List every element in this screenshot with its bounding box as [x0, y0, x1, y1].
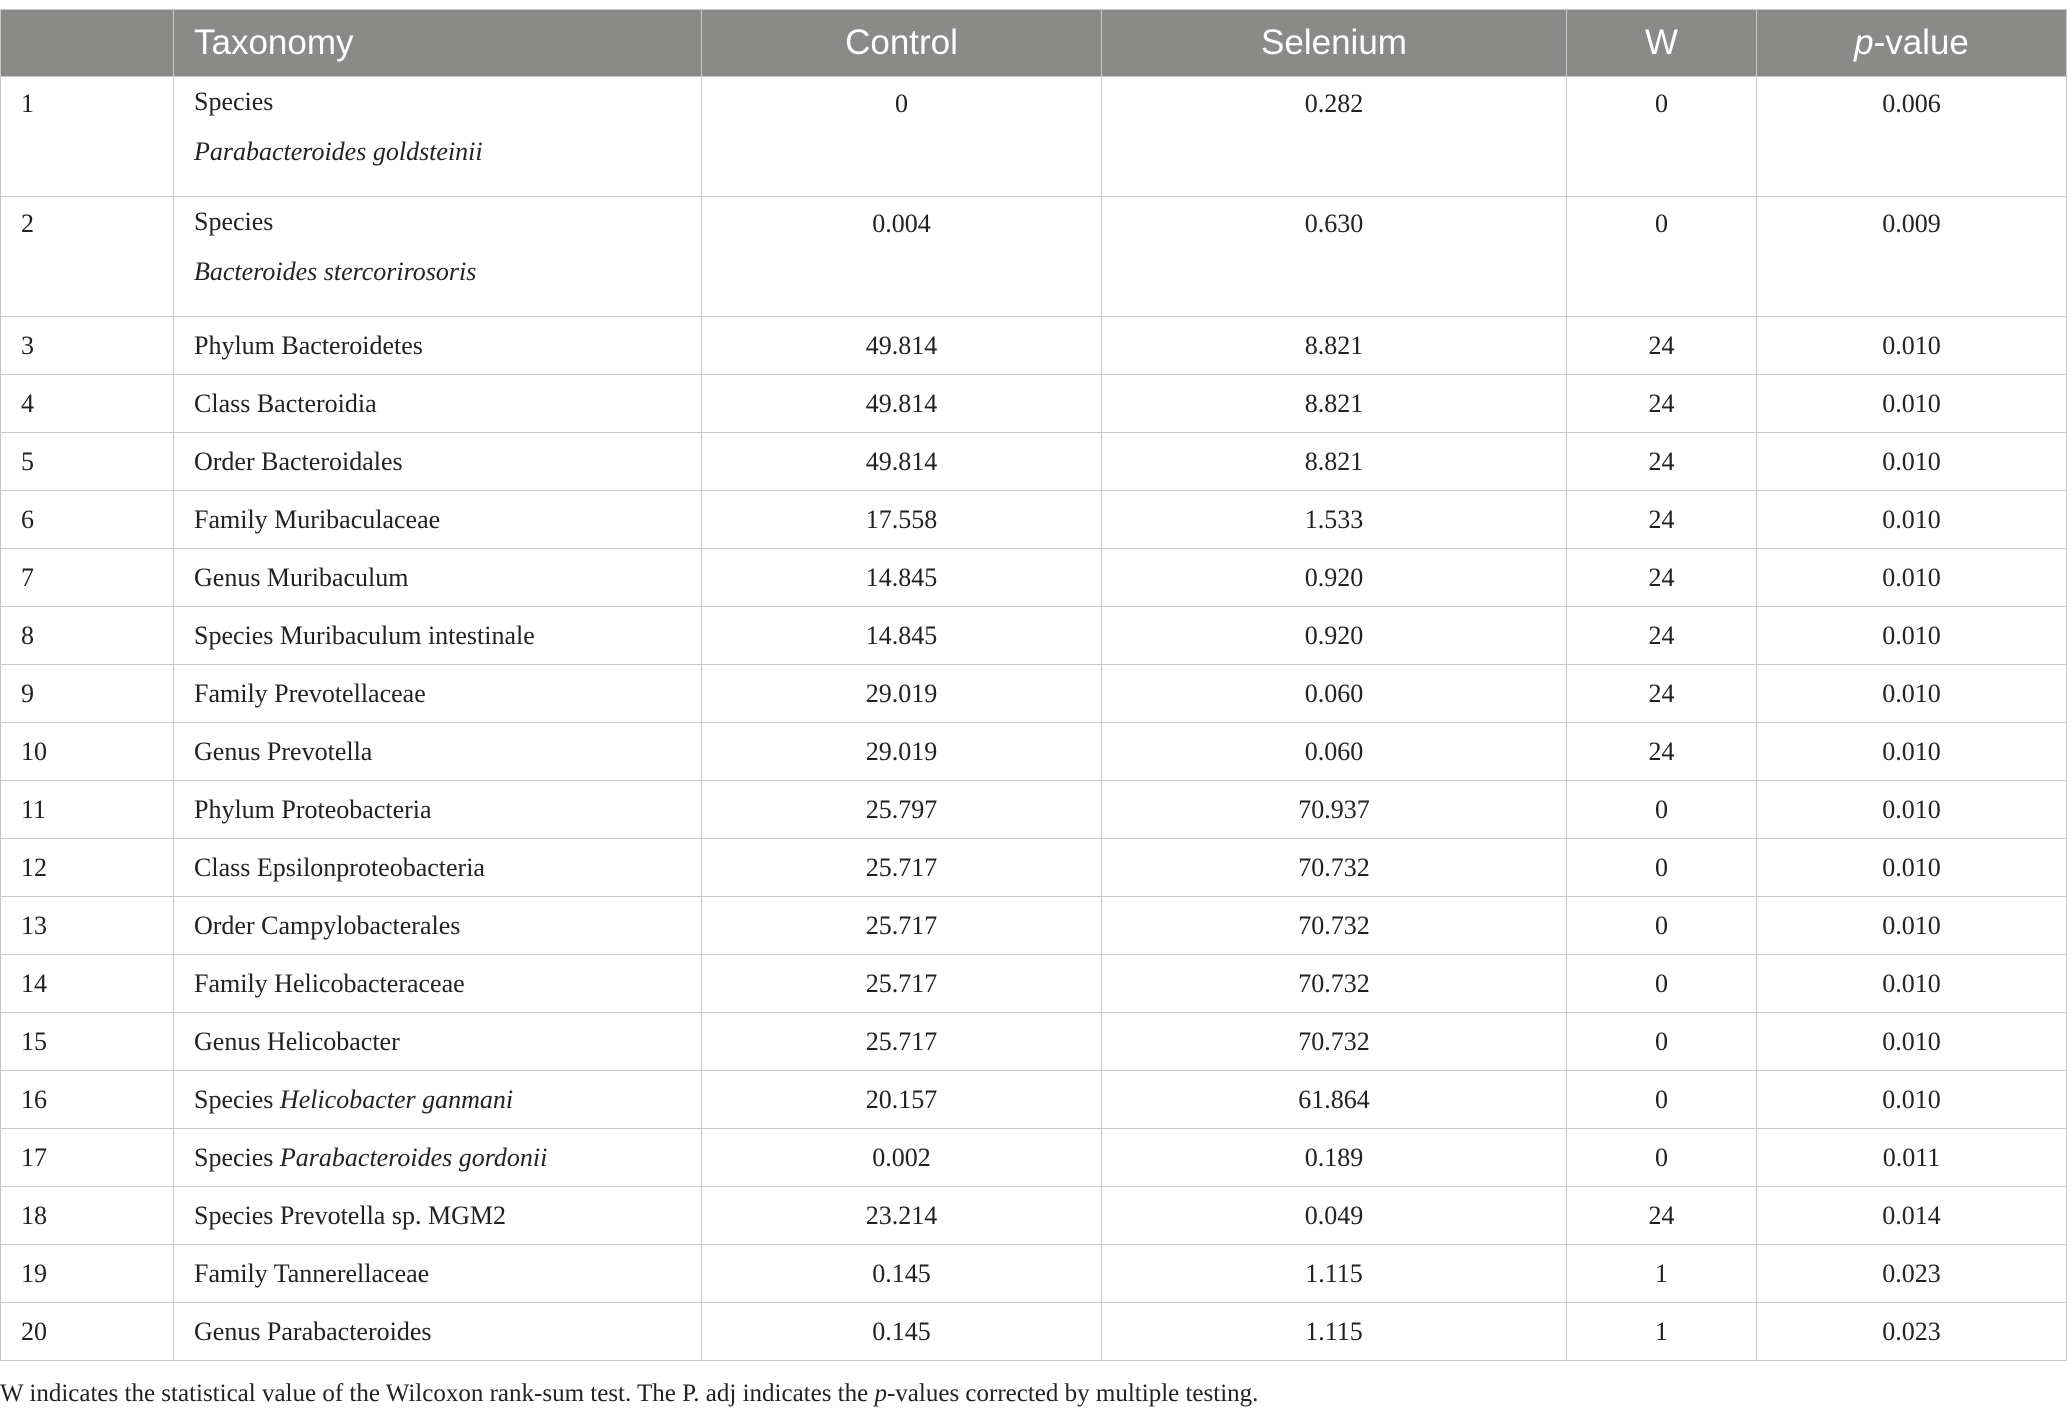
taxonomy-rank: Species — [194, 1142, 274, 1172]
row-w: 0 — [1567, 1013, 1757, 1071]
row-index: 7 — [1, 549, 174, 607]
row-index: 9 — [1, 665, 174, 723]
taxonomy-name: Helicobacter ganmani — [279, 1084, 514, 1114]
taxonomy-name: Parabacteroides gordonii — [279, 1142, 548, 1172]
row-w: 24 — [1567, 1187, 1757, 1245]
header-selenium: Selenium — [1102, 10, 1567, 77]
row-control: 25.797 — [702, 781, 1102, 839]
row-taxonomy: Class Epsilonproteobacteria — [174, 839, 702, 897]
table-row — [1, 1245, 2067, 1303]
row-index: 5 — [1, 433, 174, 491]
row-p-value: 0.023 — [1757, 1245, 2067, 1303]
row-w: 1 — [1567, 1303, 1757, 1361]
row-p-value: 0.023 — [1757, 1303, 2067, 1361]
row-index: 20 — [1, 1303, 174, 1361]
footnote-text-2: -values corrected by multiple testing. — [886, 1380, 1259, 1407]
row-taxonomy: Class Bacteroidia — [174, 375, 702, 433]
table-row — [1, 1187, 2067, 1245]
row-w: 24 — [1567, 665, 1757, 723]
row-index: 10 — [1, 723, 174, 781]
row-index: 17 — [1, 1129, 174, 1187]
table-row — [1, 839, 2067, 897]
row-taxonomy: Order Campylobacterales — [174, 897, 702, 955]
row-w: 0 — [1567, 197, 1757, 317]
footnote-text-1: W indicates the statistical value of the Wilcoxon rank-sum test. The P. adj indicates the — [0, 1380, 875, 1407]
header-p-italic: p — [1854, 23, 1874, 62]
row-taxonomy — [174, 1071, 702, 1129]
row-selenium: 8.821 — [1102, 317, 1567, 375]
header-w: W — [1567, 10, 1757, 77]
table-row — [1, 491, 2067, 549]
row-control: 0.145 — [702, 1303, 1102, 1361]
taxonomy-table — [0, 9, 2067, 1361]
row-taxonomy: Family Helicobacteraceae — [174, 955, 702, 1013]
row-taxonomy — [174, 77, 702, 197]
row-w: 24 — [1567, 433, 1757, 491]
row-index: 15 — [1, 1013, 174, 1071]
row-w: 1 — [1567, 1245, 1757, 1303]
row-taxonomy: Order Bacteroidales — [174, 433, 702, 491]
row-control: 25.717 — [702, 839, 1102, 897]
row-taxonomy — [174, 1129, 702, 1187]
table-row — [1, 897, 2067, 955]
table-body — [1, 77, 2067, 1361]
row-selenium: 0.630 — [1102, 197, 1567, 317]
row-selenium: 0.920 — [1102, 607, 1567, 665]
table-footnote — [0, 1380, 2060, 1408]
taxonomy-rank: Species — [194, 207, 274, 236]
row-taxonomy: Family Prevotellaceae — [174, 665, 702, 723]
row-w: 24 — [1567, 375, 1757, 433]
row-selenium: 0.049 — [1102, 1187, 1567, 1245]
row-selenium: 70.937 — [1102, 781, 1567, 839]
row-taxonomy: Genus Parabacteroides — [174, 1303, 702, 1361]
row-selenium: 70.732 — [1102, 839, 1567, 897]
row-w: 0 — [1567, 1071, 1757, 1129]
row-control: 49.814 — [702, 375, 1102, 433]
row-index: 12 — [1, 839, 174, 897]
row-p-value: 0.010 — [1757, 1013, 2067, 1071]
row-w: 0 — [1567, 1129, 1757, 1187]
row-p-value: 0.010 — [1757, 491, 2067, 549]
row-selenium: 70.732 — [1102, 955, 1567, 1013]
row-selenium: 8.821 — [1102, 375, 1567, 433]
row-selenium: 70.732 — [1102, 1013, 1567, 1071]
row-control: 49.814 — [702, 317, 1102, 375]
row-taxonomy: Genus Prevotella — [174, 723, 702, 781]
header-p-value — [1757, 10, 2067, 77]
row-selenium: 0.060 — [1102, 723, 1567, 781]
row-selenium: 70.732 — [1102, 897, 1567, 955]
row-index: 6 — [1, 491, 174, 549]
header-p-rest: -value — [1873, 23, 1969, 62]
row-selenium: 1.115 — [1102, 1245, 1567, 1303]
row-selenium: 8.821 — [1102, 433, 1567, 491]
header-index — [1, 10, 174, 77]
table-row — [1, 1071, 2067, 1129]
table-row — [1, 433, 2067, 491]
row-index: 19 — [1, 1245, 174, 1303]
row-p-value: 0.010 — [1757, 723, 2067, 781]
row-w: 24 — [1567, 723, 1757, 781]
row-control: 29.019 — [702, 665, 1102, 723]
header-control: Control — [702, 10, 1102, 77]
row-p-value: 0.010 — [1757, 549, 2067, 607]
row-control: 0.004 — [702, 197, 1102, 317]
row-index: 2 — [1, 197, 174, 317]
table-row — [1, 549, 2067, 607]
row-w: 24 — [1567, 317, 1757, 375]
table-row — [1, 607, 2067, 665]
row-taxonomy: Phylum Bacteroidetes — [174, 317, 702, 375]
row-index: 3 — [1, 317, 174, 375]
row-taxonomy: Species Muribaculum intestinale — [174, 607, 702, 665]
row-selenium: 0.920 — [1102, 549, 1567, 607]
row-w: 0 — [1567, 781, 1757, 839]
row-index: 14 — [1, 955, 174, 1013]
table-row — [1, 955, 2067, 1013]
table-row — [1, 1129, 2067, 1187]
row-p-value: 0.010 — [1757, 839, 2067, 897]
row-taxonomy: Family Tannerellaceae — [174, 1245, 702, 1303]
row-selenium: 0.189 — [1102, 1129, 1567, 1187]
row-w: 0 — [1567, 77, 1757, 197]
row-w: 0 — [1567, 955, 1757, 1013]
header-taxonomy: Taxonomy — [174, 10, 702, 77]
row-control: 25.717 — [702, 955, 1102, 1013]
row-p-value: 0.014 — [1757, 1187, 2067, 1245]
row-index: 8 — [1, 607, 174, 665]
row-index: 4 — [1, 375, 174, 433]
row-control: 17.558 — [702, 491, 1102, 549]
row-p-value: 0.009 — [1757, 197, 2067, 317]
row-control: 0.002 — [702, 1129, 1102, 1187]
row-index: 1 — [1, 77, 174, 197]
row-taxonomy: Phylum Proteobacteria — [174, 781, 702, 839]
row-p-value: 0.010 — [1757, 955, 2067, 1013]
row-control: 25.717 — [702, 897, 1102, 955]
taxonomy-name: Parabacteroides goldsteinii — [194, 137, 483, 166]
row-p-value: 0.011 — [1757, 1129, 2067, 1187]
footnote-p-italic: p — [874, 1380, 887, 1407]
row-control: 49.814 — [702, 433, 1102, 491]
row-taxonomy: Species Prevotella sp. MGM2 — [174, 1187, 702, 1245]
row-selenium: 61.864 — [1102, 1071, 1567, 1129]
taxonomy-name: Bacteroides stercorirosoris — [194, 257, 477, 286]
row-w: 0 — [1567, 897, 1757, 955]
row-index: 16 — [1, 1071, 174, 1129]
row-index: 13 — [1, 897, 174, 955]
row-selenium: 1.115 — [1102, 1303, 1567, 1361]
row-p-value: 0.010 — [1757, 781, 2067, 839]
row-index: 18 — [1, 1187, 174, 1245]
row-w: 24 — [1567, 607, 1757, 665]
row-control: 20.157 — [702, 1071, 1102, 1129]
table-row — [1, 77, 2067, 197]
row-selenium: 0.060 — [1102, 665, 1567, 723]
table-row — [1, 665, 2067, 723]
table-row — [1, 781, 2067, 839]
row-p-value: 0.010 — [1757, 375, 2067, 433]
table-row — [1, 723, 2067, 781]
row-w: 24 — [1567, 491, 1757, 549]
row-w: 0 — [1567, 839, 1757, 897]
taxonomy-rank: Species — [194, 1084, 274, 1114]
table-row — [1, 197, 2067, 317]
row-p-value: 0.010 — [1757, 897, 2067, 955]
row-p-value: 0.010 — [1757, 607, 2067, 665]
row-control: 25.717 — [702, 1013, 1102, 1071]
row-taxonomy: Genus Helicobacter — [174, 1013, 702, 1071]
row-taxonomy — [174, 197, 702, 317]
table-row — [1, 317, 2067, 375]
row-control: 0.145 — [702, 1245, 1102, 1303]
row-selenium: 0.282 — [1102, 77, 1567, 197]
row-taxonomy: Family Muribaculaceae — [174, 491, 702, 549]
taxonomy-rank: Species — [194, 87, 274, 116]
table-row — [1, 375, 2067, 433]
row-p-value: 0.010 — [1757, 665, 2067, 723]
row-control: 14.845 — [702, 549, 1102, 607]
row-p-value: 0.006 — [1757, 77, 2067, 197]
table-container — [0, 9, 2067, 1361]
table-header — [1, 10, 2067, 77]
row-control: 0 — [702, 77, 1102, 197]
row-p-value: 0.010 — [1757, 433, 2067, 491]
row-taxonomy: Genus Muribaculum — [174, 549, 702, 607]
row-control: 23.214 — [702, 1187, 1102, 1245]
row-p-value: 0.010 — [1757, 317, 2067, 375]
table-row — [1, 1303, 2067, 1361]
row-index: 11 — [1, 781, 174, 839]
row-selenium: 1.533 — [1102, 491, 1567, 549]
table-row — [1, 1013, 2067, 1071]
row-control: 14.845 — [702, 607, 1102, 665]
row-p-value: 0.010 — [1757, 1071, 2067, 1129]
row-control: 29.019 — [702, 723, 1102, 781]
row-w: 24 — [1567, 549, 1757, 607]
